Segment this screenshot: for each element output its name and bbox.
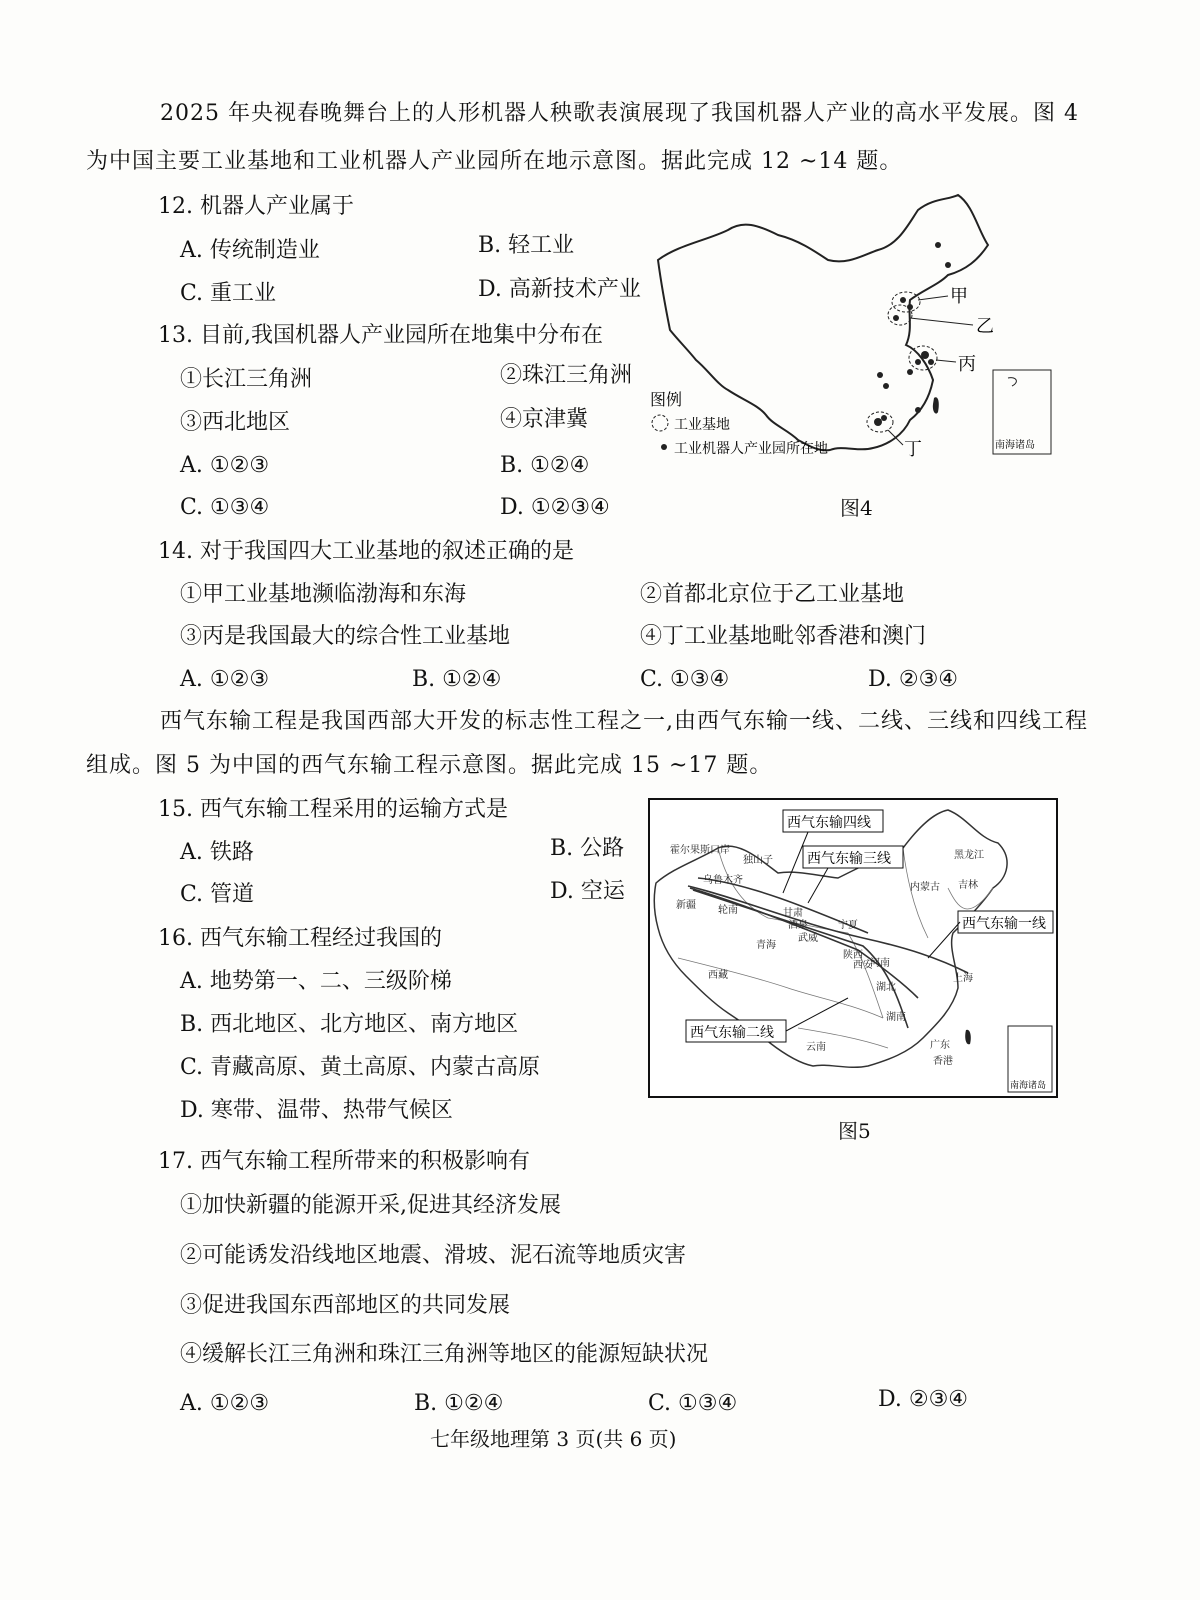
- svg-text:吉林: 吉林: [958, 880, 978, 891]
- q15-option-a: A. 铁路: [180, 840, 254, 865]
- china-outline: [658, 195, 988, 450]
- q17-item-3: ③促进我国东西部地区的共同发展: [180, 1293, 511, 1318]
- figure-4-map: [648, 190, 1058, 468]
- q17-item-1: ①加快新疆的能源开采,促进其经济发展: [180, 1193, 561, 1218]
- legend-park-label: 工业机器人产业园所在地: [674, 441, 828, 457]
- q16-option-d: D. 寒带、温带、热带气候区: [180, 1098, 453, 1123]
- inset-label-5: 南海诸岛: [1010, 1081, 1047, 1091]
- svg-text:霍尔果斯口岸: 霍尔果斯口岸: [670, 845, 730, 856]
- svg-text:香港: 香港: [933, 1056, 953, 1067]
- q14-option-c: C. ①③④: [640, 667, 730, 692]
- svg-text:甘肃: 甘肃: [783, 908, 803, 919]
- figure-5-caption: 图5: [838, 1119, 871, 1143]
- q15-option-b: B. 公路: [550, 836, 625, 861]
- legend-park-symbol: [661, 444, 667, 450]
- legend-title: 图例: [650, 390, 683, 409]
- svg-text:西安: 西安: [853, 960, 873, 971]
- label-ding: 丁: [904, 439, 922, 460]
- figure-5-map: [648, 798, 1058, 1098]
- industrial-base-yi: [888, 305, 973, 325]
- robot-park-dots: [874, 242, 951, 426]
- svg-text:黑龙江: 黑龙江: [954, 850, 984, 861]
- q12-option-d: D. 高新技术产业: [478, 277, 641, 302]
- q15-option-d: D. 空运: [550, 879, 625, 904]
- svg-text:云南: 云南: [806, 1042, 826, 1053]
- intro-2-line2: 组成。图 5 为中国的西气东输工程示意图。据此完成 15 ~17 题。: [86, 753, 773, 778]
- svg-text:独山子: 独山子: [743, 855, 773, 866]
- svg-text:陕西: 陕西: [843, 950, 863, 961]
- q14-item-2: ②首都北京位于乙工业基地: [640, 582, 905, 607]
- svg-text:西藏: 西藏: [708, 970, 728, 981]
- q17-item-2: ②可能诱发沿线地区地震、滑坡、泥石流等地质灾害: [180, 1243, 687, 1268]
- industrial-base-jia: [892, 292, 948, 312]
- q13-option-b: B. ①②④: [500, 453, 590, 478]
- q14-item-4: ④丁工业基地毗邻香港和澳门: [640, 624, 927, 649]
- label-line1: 西气东输一线: [962, 916, 1046, 932]
- svg-text:青海: 青海: [756, 940, 776, 951]
- svg-text:新疆: 新疆: [676, 900, 696, 911]
- q13-stem: 13. 目前,我国机器人产业园所在地集中分布在: [158, 323, 603, 348]
- q14-option-b: B. ①②④: [412, 667, 502, 692]
- q15-option-c: C. 管道: [180, 882, 255, 907]
- legend-base-label: 工业基地: [674, 417, 730, 433]
- svg-text:内蒙古: 内蒙古: [910, 882, 940, 893]
- q14-option-a: A. ①②③: [180, 667, 270, 692]
- q13-option-a: A. ①②③: [180, 453, 270, 478]
- industrial-base-bing: [909, 346, 956, 370]
- intro-1-line2: 为中国主要工业基地和工业机器人产业园所在地示意图。据此完成 12 ~14 题。: [86, 149, 903, 174]
- q17-option-b: B. ①②④: [414, 1391, 504, 1416]
- svg-text:酒泉: 酒泉: [788, 920, 808, 931]
- q17-item-4: ④缓解长江三角洲和珠江三角洲等地区的能源短缺状况: [180, 1342, 709, 1367]
- figure-4-caption: 图4: [840, 496, 873, 520]
- label-line2: 西气东输二线: [690, 1025, 774, 1041]
- q13-item-1: ①长江三角洲: [180, 367, 313, 392]
- svg-text:乌鲁木齐: 乌鲁木齐: [703, 875, 743, 886]
- page-footer: 七年级地理第 3 页(共 6 页): [430, 1427, 677, 1451]
- intro-2-line1: 西气东输工程是我国西部大开发的标志性工程之一,由西气东输一线、二线、三线和四线工程: [160, 709, 1088, 734]
- q13-option-c: C. ①③④: [180, 495, 270, 520]
- q15-stem: 15. 西气东输工程采用的运输方式是: [158, 797, 508, 822]
- label-yi: 乙: [976, 316, 994, 337]
- svg-text:上海: 上海: [953, 973, 973, 984]
- q14-option-d: D. ②③④: [868, 667, 959, 692]
- legend-base-symbol: [652, 415, 668, 431]
- q17-option-d: D. ②③④: [878, 1387, 969, 1412]
- q17-stem: 17. 西气东输工程所带来的积极影响有: [158, 1149, 530, 1174]
- inset-label: 南海诸岛: [995, 440, 1035, 451]
- q12-option-b: B. 轻工业: [478, 233, 575, 258]
- svg-text:武威: 武威: [798, 933, 818, 944]
- q13-item-3: ③西北地区: [180, 410, 291, 435]
- svg-text:轮南: 轮南: [718, 905, 738, 916]
- label-bing: 丙: [958, 354, 976, 375]
- q14-item-3: ③丙是我国最大的综合性工业基地: [180, 624, 511, 649]
- label-line3: 西气东输三线: [807, 851, 891, 867]
- q12-option-c: C. 重工业: [180, 281, 277, 306]
- svg-text:广东: 广东: [930, 1040, 950, 1051]
- q16-stem: 16. 西气东输工程经过我国的: [158, 926, 442, 951]
- svg-text:湖南: 湖南: [886, 1012, 906, 1023]
- label-jia: 甲: [950, 286, 968, 307]
- taiwan-shape: [933, 397, 939, 413]
- q12-option-a: A. 传统制造业: [180, 238, 320, 263]
- label-line4: 西气东输四线: [787, 815, 871, 831]
- q17-option-a: A. ①②③: [180, 1391, 270, 1416]
- svg-text:河南: 河南: [870, 958, 890, 969]
- intro-1-line1: 2025 年央视春晚舞台上的人形机器人秧歌表演展现了我国机器人产业的高水平发展。图 4: [160, 101, 1079, 126]
- svg-text:湖北: 湖北: [876, 982, 896, 993]
- q17-option-c: C. ①③④: [648, 1391, 738, 1416]
- q16-option-c: C. 青藏高原、黄土高原、内蒙古高原: [180, 1055, 541, 1080]
- q16-option-b: B. 西北地区、北方地区、南方地区: [180, 1012, 519, 1037]
- q13-item-4: ④京津冀: [500, 407, 589, 432]
- q13-option-d: D. ①②③④: [500, 495, 610, 520]
- q12-stem: 12. 机器人产业属于: [158, 194, 354, 219]
- q16-option-a: A. 地势第一、二、三级阶梯: [180, 969, 452, 994]
- q14-item-1: ①甲工业基地濒临渤海和东海: [180, 582, 467, 607]
- q13-item-2: ②珠江三角洲: [500, 363, 633, 388]
- svg-text:宁夏: 宁夏: [838, 920, 858, 931]
- q14-stem: 14. 对于我国四大工业基地的叙述正确的是: [158, 539, 574, 564]
